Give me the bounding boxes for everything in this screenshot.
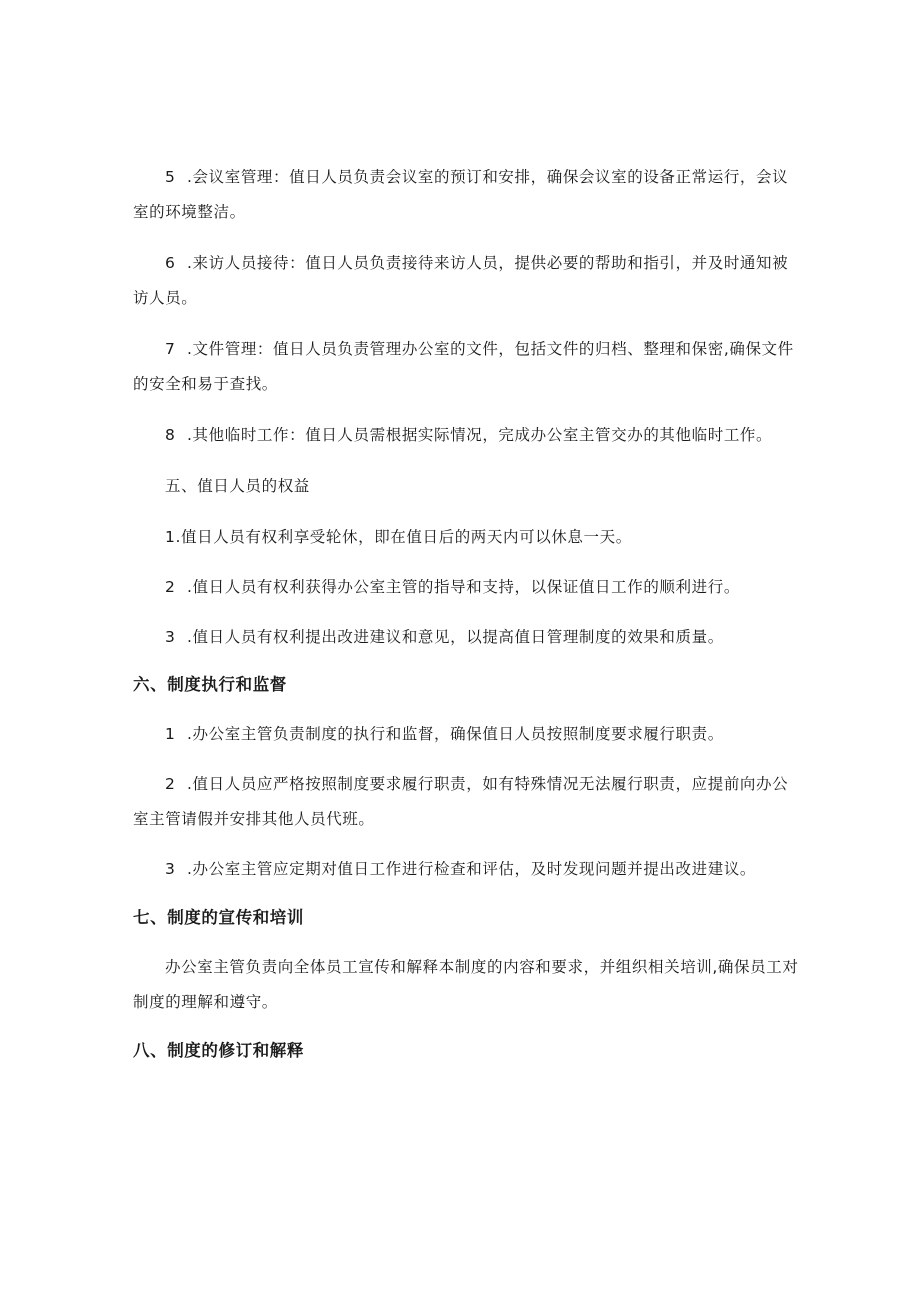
item-number: 5 [165,168,176,186]
section-6-item-3 [133,852,803,887]
section-8-heading: 八、制度的修订和解释 [133,1041,304,1060]
item-number: 3 [165,860,176,878]
item-text: .其他临时工作：值日人员需根据实际情况，完成办公室主管交办的其他临时工作。 [187,426,773,444]
section-6-heading: 六、制度执行和监督 [133,675,287,694]
item-number: 1 [165,725,176,743]
section-5-title: 五、值日人员的权益 [165,477,310,495]
item-6 [133,246,803,316]
section-5-item-2 [133,570,803,605]
item-number: 2 [165,775,176,793]
item-number: 7 [165,340,176,358]
item-text: .值日人员有权利获得办公室主管的指导和支持，以保证值日工作的顺利进行。 [187,578,740,596]
section-6-item-1 [133,717,803,752]
item-text: .来访人员接待：值日人员负责接待来访人员，提供必要的帮助和指引，并及时通知被访人员。 [133,254,789,307]
section-5-item-1 [133,520,803,555]
item-7 [133,332,803,402]
section-5-item-3 [133,620,803,655]
item-text: .值日人员应严格按照制度要求履行职责，如有特殊情况无法履行职责，应提前向办公室主管请假并安排其他人员代班。 [133,775,789,828]
item-number: 3 [165,628,176,646]
item-text: .文件管理：值日人员负责管理办公室的文件，包括文件的归档、整理和保密,确保文件的安全和易于查找。 [133,340,794,393]
item-text: .办公室主管负责制度的执行和监督，确保值日人员按照制度要求履行职责。 [187,725,724,743]
section-6-item-2 [133,767,803,837]
section-7-body: 办公室主管负责向全体员工宣传和解释本制度的内容和要求，并组织相关培训,确保员工对制度的理解和遵守。 [133,958,799,1011]
item-text: .会议室管理：值日人员负责会议室的预订和安排，确保会议室的设备正常运行，会议室的环境整洁。 [133,168,789,221]
item-text: .值日人员有权利提出改进建议和意见，以提高值日管理制度的效果和质量。 [187,628,724,646]
item-5 [133,160,803,230]
item-number: 2 [165,578,176,596]
item-number: 8 [165,426,176,444]
item-text: .办公室主管应定期对值日工作进行检查和评估，及时发现问题并提出改进建议。 [187,860,757,878]
item-text: 1.值日人员有权利享受轮休，即在值日后的两天内可以休息一天。 [165,528,632,546]
item-number: 6 [165,254,176,272]
section-7-heading: 七、制度的宣传和培训 [133,908,304,927]
item-8 [133,418,803,453]
